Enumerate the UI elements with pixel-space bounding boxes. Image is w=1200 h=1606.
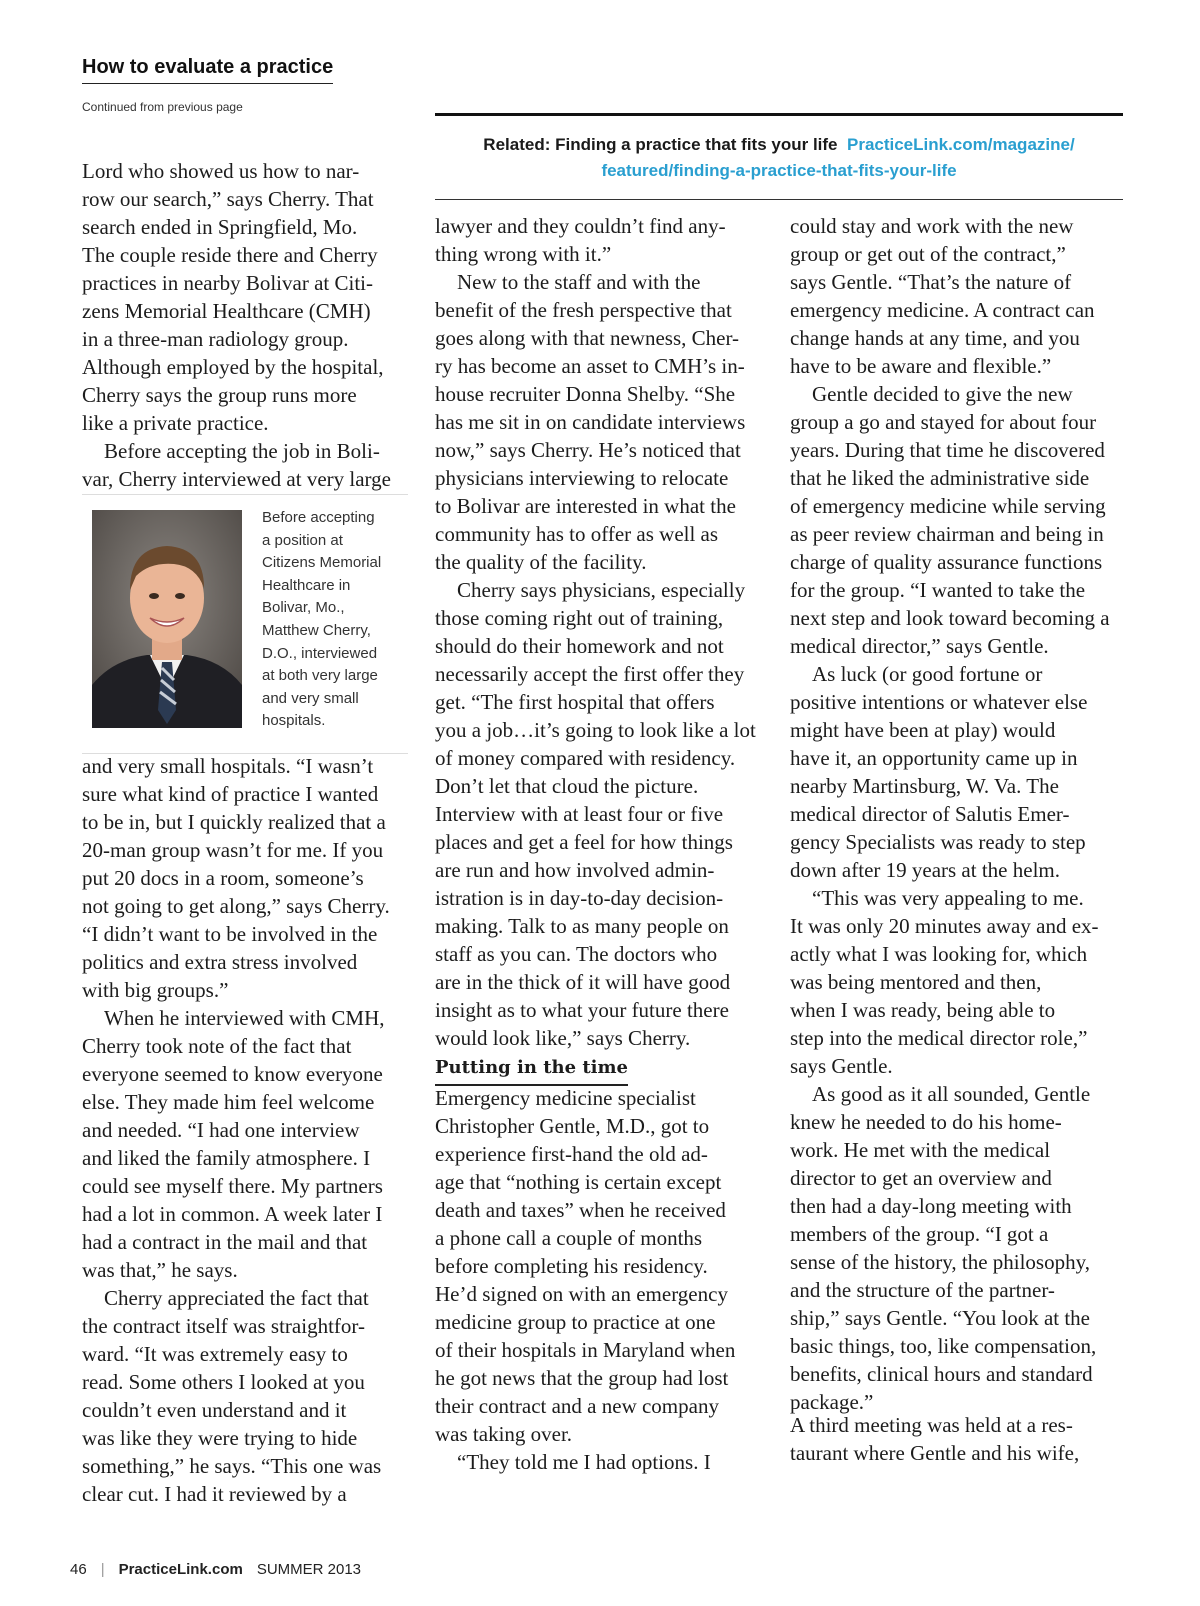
text-line: and liked the family atmosphere. I [82,1146,371,1170]
paragraph [435,268,780,576]
related-rule [435,199,1123,200]
text-line: next step and look toward becoming a [790,606,1110,630]
text-line: places and get a feel for how things [435,830,733,854]
paragraph [790,884,1135,1080]
text-line: ry has become an asset to CMH’s in- [435,354,745,378]
caption-line: hospitals. [262,712,326,730]
text-line: was being mentored and then, [790,970,1042,994]
text-line: thing wrong with it.” [435,242,612,266]
related-label: Related: Finding a practice that fits your life [483,135,838,154]
text-line: When he interviewed with CMH, [104,1006,385,1030]
caption-line: at both very large [262,667,378,685]
text-line: would look like,” says Cherry. [435,1026,691,1050]
paragraph [82,752,412,1004]
paragraph [790,1411,1135,1467]
related-link[interactable]: PracticeLink.com/magazine/ [846,135,1075,154]
text-line: death and taxes” when he received [435,1198,726,1222]
footer-separator: | [100,1561,105,1578]
paragraph [435,212,780,268]
text-line: ward. “It was extremely easy to [82,1342,348,1366]
text-line: he got news that the group had lost [435,1366,729,1390]
caption-line: and very small [262,689,359,707]
text-line: has me sit in on candidate interviews [435,410,746,434]
text-line: could see myself there. My partners [82,1174,383,1198]
text-line: practices in nearby Bolivar at Citi- [82,271,373,295]
text-line: and very small hospitals. “I wasn’t [82,754,374,778]
text-line: you a job…it’s going to look like a lot [435,718,756,742]
subhead: Putting in the time [435,1054,628,1086]
text-line: var, Cherry interviewed at very large [82,467,391,491]
text-line: New to the staff and with the [457,270,701,294]
footer-site[interactable]: PracticeLink.com [118,1561,243,1578]
text-line: package.” [790,1390,874,1414]
text-line: years. During that time he discovered [790,438,1105,462]
text-line: director to get an overview and [790,1166,1052,1190]
text-line: staff as you can. The doctors who [435,942,718,966]
text-line: says Gentle. “That’s the nature of [790,270,1072,294]
paragraph [790,1080,1135,1416]
photo-caption [262,507,408,733]
text-line: medical director of Salutis Emer- [790,802,1070,826]
text-line: The couple reside there and Cherry [82,243,378,267]
text-line: of their hospitals in Maryland when [435,1338,736,1362]
text-line: “They told me I had options. I [457,1450,711,1474]
text-line: Interview with at least four or five [435,802,724,826]
text-line: something,” he says. “This one was [82,1454,382,1478]
text-line: have it, an opportunity came up in [790,746,1078,770]
text-line: to Bolivar are interested in what the [435,494,736,518]
paragraph [82,157,412,437]
text-line: step into the medical director role,” [790,1026,1088,1050]
column-1-top [82,157,412,493]
text-line: as peer review chairman and being in [790,522,1104,546]
paragraph [435,1084,780,1448]
paragraph [435,576,780,1052]
text-line: group or get out of the contract,” [790,242,1066,266]
paragraph [82,1284,412,1508]
text-line: taurant where Gentle and his wife, [790,1441,1080,1465]
text-line: Emergency medicine specialist [435,1086,696,1110]
text-line: have to be aware and flexible.” [790,354,1052,378]
text-line: of emergency medicine while serving [790,494,1106,518]
text-line: charge of quality assurance functions [790,550,1103,574]
text-line: read. Some others I looked at you [82,1370,365,1394]
text-line: a phone call a couple of months [435,1226,703,1250]
text-line: now,” says Cherry. He’s noticed that [435,438,741,462]
text-line: with big groups.” [82,978,229,1002]
column-2-subhead-wrap [435,1052,780,1086]
text-line: politics and extra stress involved [82,950,358,974]
text-line: Before accepting the job in Boli- [104,439,380,463]
text-line: in a three-man radiology group. [82,327,349,351]
text-line: are run and how involved admin- [435,858,715,882]
text-line: making. Talk to as many people on [435,914,729,938]
text-line: Cherry took note of the fact that [82,1034,352,1058]
text-line: members of the group. “I got a [790,1222,1049,1246]
caption-line: Matthew Cherry, [262,621,371,639]
text-line: to be in, but I quickly realized that a [82,810,386,834]
related-box [435,132,1123,184]
text-line: before completing his residency. [435,1254,708,1278]
text-line: put 20 docs in a room, someone’s [82,866,364,890]
text-line: their contract and a new company [435,1394,719,1418]
text-line: of money compared with residency. [435,746,736,770]
text-line: had a lot in common. A week later I [82,1202,383,1226]
text-line: and needed. “I had one interview [82,1118,360,1142]
column-3-top [790,212,1135,1416]
section-title: How to evaluate a practice [82,56,333,84]
text-line: change hands at any time, and you [790,326,1080,350]
text-line: group a go and stayed for about four [790,410,1097,434]
text-line: actly what I was looking for, which [790,942,1088,966]
text-line: Lord who showed us how to nar- [82,159,360,183]
text-line: not going to get along,” says Cherry. [82,894,390,918]
text-line: could stay and work with the new [790,214,1074,238]
paragraph [82,437,412,493]
text-line: Don’t let that cloud the picture. [435,774,699,798]
text-line: else. They made him feel welcome [82,1090,375,1114]
text-line: lawyer and they couldn’t find any- [435,214,726,238]
text-line: age that “nothing is certain except [435,1170,722,1194]
text-line: emergency medicine. A contract can [790,298,1095,322]
text-line: As luck (or good fortune or [812,662,1043,686]
text-line: everyone seemed to know everyone [82,1062,383,1086]
column-2-top [435,212,780,1052]
text-line: are in the thick of it will have good [435,970,731,994]
text-line: He’d signed on with an emergency [435,1282,728,1306]
text-line: necessarily accept the first offer they [435,662,745,686]
text-line: goes along with that newness, Cher- [435,326,740,350]
paragraph [790,212,1135,380]
text-line: gency Specialists was ready to step [790,830,1086,854]
text-line: “This was very appealing to me. [812,886,1084,910]
text-line: As good as it all sounded, Gentle [812,1082,1091,1106]
footer [70,1561,361,1578]
text-line: sense of the history, the philosophy, [790,1250,1090,1274]
text-line: sure what kind of practice I wanted [82,782,379,806]
text-line: Christopher Gentle, M.D., got to [435,1114,710,1138]
text-line: experience first-hand the old ad- [435,1142,708,1166]
text-line: was taking over. [435,1422,573,1446]
caption-line: Healthcare in [262,576,351,594]
text-line: couldn’t even understand and it [82,1398,347,1422]
text-line: those coming right out of training, [435,606,724,630]
footer-issue: SUMMER 2013 [256,1561,362,1578]
text-line: medicine group to practice at one [435,1310,716,1334]
text-line: the quality of the facility. [435,550,647,574]
text-line: for the group. “I wanted to take the [790,578,1086,602]
related-link-cont[interactable]: featured/finding-a-practice-that-fits-your-life [601,161,957,180]
text-line: It was only 20 minutes away and ex- [790,914,1099,938]
portrait-photo [92,510,242,728]
text-line: might have been at play) would [790,718,1056,742]
text-line: basic things, too, like compensation, [790,1334,1097,1358]
portrait-image [92,510,242,728]
text-line: like a private practice. [82,411,269,435]
caption-line: Bolivar, Mo., [262,599,345,617]
text-line: row our search,” says Cherry. That [82,187,374,211]
text-line: clear cut. I had it reviewed by a [82,1482,347,1506]
top-rule [435,113,1123,116]
text-line: when I was ready, being able to [790,998,1056,1022]
caption-line: D.O., interviewed [262,644,378,662]
paragraph [435,1448,780,1476]
column-1-bottom [82,752,412,1508]
text-line: was like they were trying to hide [82,1426,358,1450]
text-line: had a contract in the mail and that [82,1230,368,1254]
text-line: that he liked the administrative side [790,466,1090,490]
text-line: nearby Martinsburg, W. Va. The [790,774,1059,798]
text-line: istration is in day-to-day decision- [435,886,724,910]
column-3-bottom [790,1411,1135,1467]
text-line: the contract itself was straightfor- [82,1314,365,1338]
text-line: work. He met with the medical [790,1138,1051,1162]
text-line: Cherry appreciated the fact that [104,1286,369,1310]
text-line: physicians interviewing to relocate [435,466,729,490]
text-line: ship,” says Gentle. “You look at the [790,1306,1090,1330]
text-line: then had a day-long meeting with [790,1194,1072,1218]
text-line: medical director,” says Gentle. [790,634,1049,658]
text-line: was that,” he says. [82,1258,238,1282]
text-line: knew he needed to do his home- [790,1110,1062,1134]
caption-line: a position at [262,531,343,549]
text-line: Cherry says physicians, especially [457,578,746,602]
text-line: benefits, clinical hours and standard [790,1362,1093,1386]
text-line: insight as to what your future there [435,998,729,1022]
text-line: positive intentions or whatever else [790,690,1088,714]
caption-line: Before accepting [262,509,375,526]
text-line: “I didn’t want to be involved in the [82,922,378,946]
caption-line: Citizens Memorial [262,554,382,572]
text-line: zens Memorial Healthcare (CMH) [82,299,371,323]
text-line: down after 19 years at the helm. [790,858,1060,882]
text-line: get. “The first hospital that offers [435,690,715,714]
text-line: Although employed by the hospital, [82,355,384,379]
text-line: Gentle decided to give the new [812,382,1073,406]
text-line: house recruiter Donna Shelby. “She [435,382,736,406]
text-line: community has to offer as well as [435,522,719,546]
text-line: should do their homework and not [435,634,724,658]
text-line: search ended in Springfield, Mo. [82,215,358,239]
text-line: A third meeting was held at a res- [790,1413,1073,1437]
paragraph [790,660,1135,884]
continued-note: Continued from previous page [82,100,243,114]
paragraph [82,1004,412,1284]
text-line: and the structure of the partner- [790,1278,1055,1302]
text-line: 20-man group wasn’t for me. If you [82,838,384,862]
paragraph [790,380,1135,660]
text-line: Cherry says the group runs more [82,383,357,407]
column-2-bottom [435,1084,780,1476]
page-number: 46 [70,1561,87,1578]
text-line: benefit of the fresh perspective that [435,298,732,322]
text-line: says Gentle. [790,1054,893,1078]
